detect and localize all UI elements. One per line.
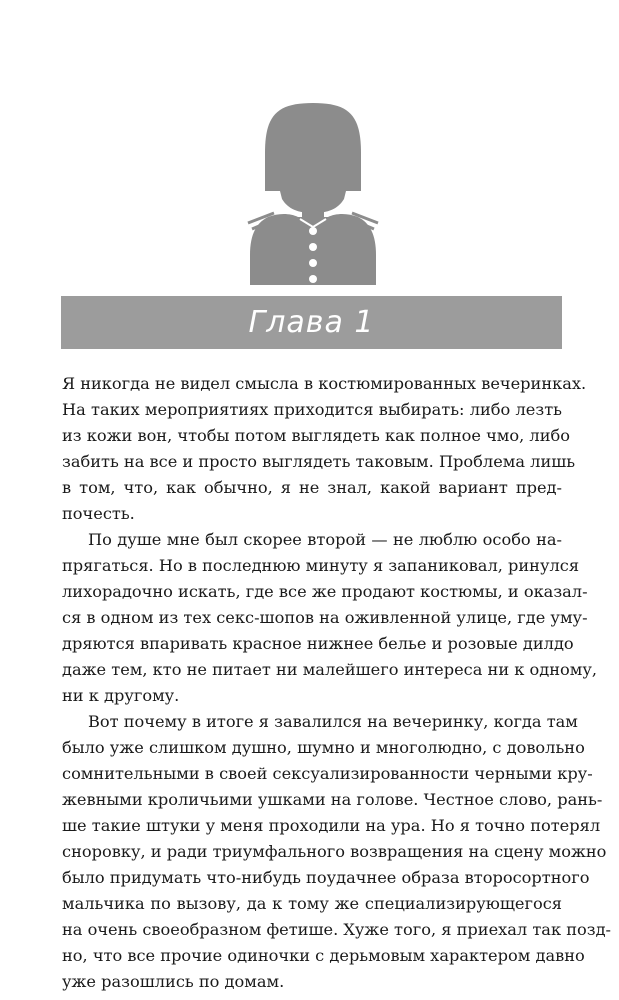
text-line: прягаться. Но в последнюю минуту я запаниковал, ринулся [62,556,580,575]
paragraph [62,527,598,709]
text-line: сомнительными в своей сексуализированности черными кру- [62,764,593,783]
text-line: сноровку, и ради триумфального возвращения на сцену можно [62,842,607,861]
text-line: Вот почему в итоге я завалился на вечеринку, когда там [88,712,578,731]
text-line: ся в одном из тех секс-шопов на оживленной улице, где уму- [62,608,588,627]
text-line: в том, что, как обычно, я не знал, какой вариант пред- [62,478,562,497]
paragraph [62,371,587,527]
text-line: По душе мне был скорее второй — не люблю особо на- [88,530,562,549]
royal-guard-icon [238,95,388,285]
text-line: на очень своеобразном фетише. Хуже того, я приехал так позд- [62,920,612,939]
text-line: На таких мероприятиях приходится выбирать: либо лезть [62,400,562,419]
text-line: уже разошлись по домам. [62,972,285,991]
chapter-title: Глава 1 [248,304,375,340]
text-line: но, что все прочие одиночки с дерьмовым характером давно [62,946,585,965]
text-line: ше такие штуки у меня проходили на ура. Но я точно потерял [62,816,601,835]
text-line: Я никогда не видел смысла в костюмированных вечеринках. [62,374,587,393]
text-line: забить на все и просто выглядеть таковым. Проблема лишь [62,452,576,471]
text-line: мальчика по вызову, да к тому же специализирующегося [62,894,562,913]
text-line: дряются впаривать красное нижнее белье и розовые дилдо [62,634,574,653]
paragraph [62,709,612,995]
text-line: жевными кроличьими ушками на голове. Честное слово, рань- [62,790,603,809]
chapter-banner [61,296,562,349]
text-line: из кожи вон, чтобы потом выглядеть как полное чмо, либо [62,426,570,445]
text-line: было придумать что-нибудь поудачнее образа второсортного [62,868,590,887]
text-line: даже тем, кто не питает ни малейшего интереса ни к одному, [62,660,598,679]
body-text [62,371,612,995]
text-line: ни к другому. [62,686,180,705]
text-line: было уже слишком душно, шумно и многолюдно, с довольно [62,738,585,757]
text-line: лихорадочно искать, где все же продают костюмы, и оказал- [62,582,588,601]
text-line: почесть. [62,504,135,523]
